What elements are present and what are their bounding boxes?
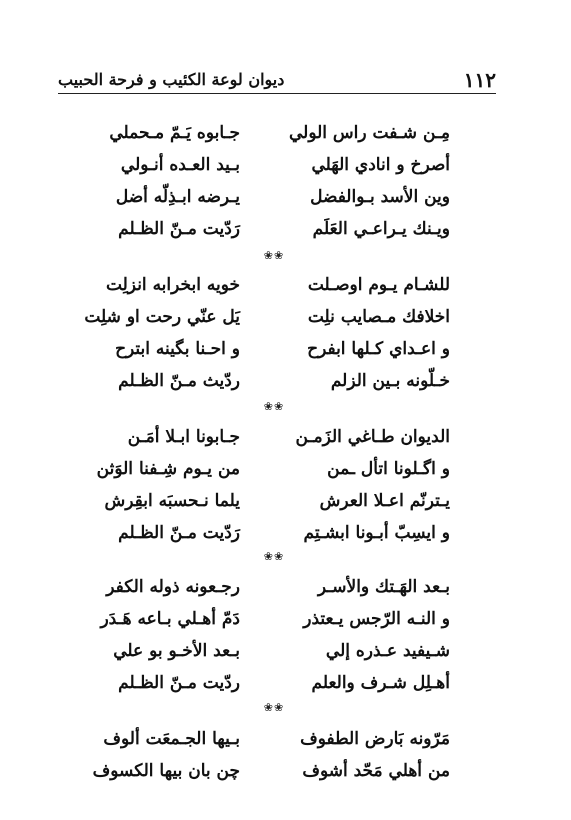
first-hemistich: الديوان طـاغي الزَمـن (295, 427, 450, 447)
second-hemistich: بـعد الأخـو بو علي (113, 641, 240, 661)
page-header (58, 68, 496, 94)
verse (70, 454, 450, 484)
verse (70, 724, 450, 754)
first-hemistich: ويـنك يـراعـي العَلَم (312, 219, 450, 239)
verse (70, 422, 450, 452)
first-hemistich: مِـن شـفت راس الولي (288, 123, 450, 143)
stanza-1 (70, 118, 450, 248)
stanza-2 (70, 270, 450, 400)
second-hemistich: خويه ابخرابه انزلِت (105, 275, 240, 295)
stanza-separator-ornament: ❀❀ (263, 400, 285, 413)
verse (70, 668, 450, 698)
first-hemistich: يـترنّم اعـلا العرش (319, 491, 450, 511)
second-hemistich: رَدّيت مـنّ الظـلم (118, 523, 240, 543)
stanza-3 (70, 422, 450, 552)
first-hemistich: و اعـداي كـلها ابفرح (307, 339, 450, 359)
verse (70, 572, 450, 602)
second-hemistich: من يـوم شِـفنا الوَثن (96, 459, 240, 479)
second-hemistich: جـابونا ابـلا أمَـن (127, 427, 240, 447)
verse (70, 486, 450, 516)
verse (70, 334, 450, 364)
verse (70, 182, 450, 212)
verse (70, 302, 450, 332)
second-hemistich: چن بان بيها الكسوف (92, 761, 240, 781)
stanza-separator-ornament: ❀❀ (263, 249, 285, 262)
first-hemistich: اخلافك مـصايب نلِت (307, 307, 450, 327)
first-hemistich: أصرخ و انادي الهَلي (311, 155, 450, 175)
second-hemistich: ردّيت مـنّ الظـلم (118, 673, 240, 693)
verse (70, 366, 450, 396)
second-hemistich: دَمّ أهـلي بـاعه هَـدَر (100, 609, 240, 629)
verse (70, 518, 450, 548)
verse (70, 756, 450, 786)
first-hemistich: و ايسِبّ أبـونا ابشـتِم (303, 523, 450, 543)
second-hemistich: بـيد العـده أنـولي (120, 155, 240, 175)
stanza-separator-ornament: ❀❀ (263, 550, 285, 563)
first-hemistich: أهـلِل شـرف والعلم (311, 673, 450, 693)
second-hemistich: يلما نـحسبَه ابقِرش (104, 491, 240, 511)
second-hemistich: رجـعونه ذوله الكفر (106, 577, 240, 597)
second-hemistich: و احـنا بگينه ابترح (115, 339, 240, 359)
page-number: ١١٢ (463, 68, 496, 92)
first-hemistich: بـعد الهَـتك والأسـر (317, 577, 450, 597)
verse (70, 118, 450, 148)
second-hemistich: ردّيث مـنّ الظـلم (118, 371, 240, 391)
first-hemistich: خـلّونه بـين الزلم (330, 371, 450, 391)
first-hemistich: و اگـلونا اتأل ـمن (327, 459, 450, 479)
stanza-separator-ornament: ❀❀ (263, 701, 285, 714)
verse (70, 636, 450, 666)
stanza-5 (70, 724, 450, 790)
verse (70, 150, 450, 180)
verse (70, 604, 450, 634)
first-hemistich: شـيفيد عـذره إلي (325, 641, 450, 661)
stanza-4 (70, 572, 450, 702)
second-hemistich: رَدّيت مـنّ الظـلم (118, 219, 240, 239)
first-hemistich: مَرّونه بَارض الطفوف (300, 729, 450, 749)
first-hemistich: وين الأسد بـوالفضل (310, 187, 450, 207)
running-title: ديوان لوعة الكئيب و فرحة الحبيب (58, 70, 285, 89)
first-hemistich: للشـام يـوم اوصـلت (307, 275, 450, 295)
verse (70, 214, 450, 244)
verse (70, 270, 450, 300)
first-hemistich: من أهلي مَحّد أشوف (302, 761, 450, 781)
second-hemistich: يـرضه ابـذِلّه أضل (115, 187, 240, 207)
header-divider (58, 93, 496, 94)
first-hemistich: و النـه الرّجس يـعتذر (303, 609, 450, 629)
second-hemistich: يَل عنّي رحت او شلِت (84, 307, 240, 327)
second-hemistich: بـيها الجـمعَت ألوف (103, 729, 240, 749)
second-hemistich: جـابوه يَـمّ مـحملي (109, 123, 240, 143)
